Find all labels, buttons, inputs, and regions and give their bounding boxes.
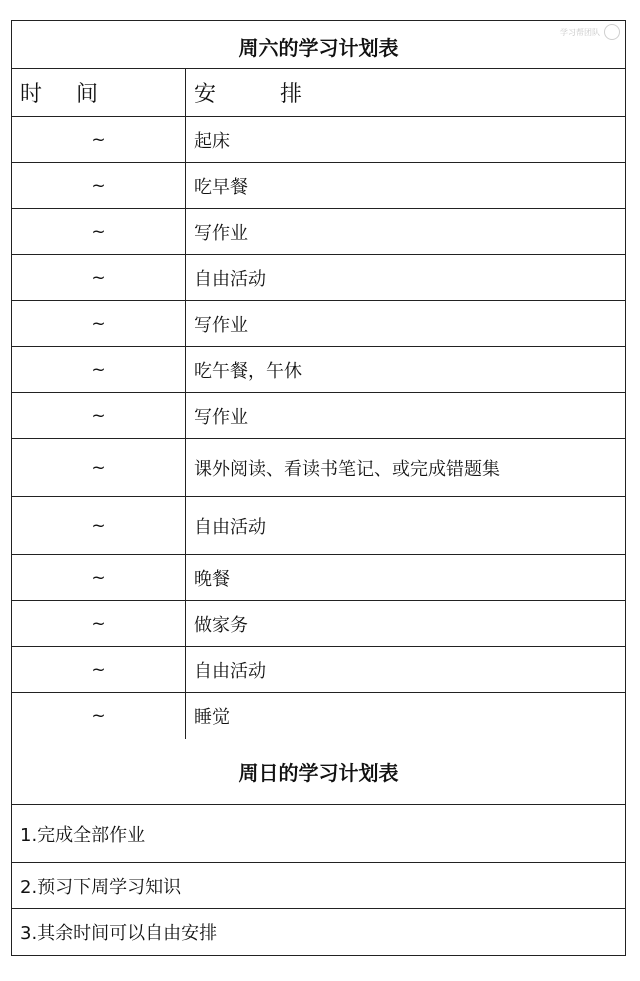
plan-cell: 写作业 [194, 314, 248, 336]
list-item: 1.完成全部作业 [12, 805, 625, 863]
plan-cell: 课外阅读、看读书笔记、或完成错题集 [194, 458, 500, 480]
table-row [12, 601, 625, 647]
list-item: 3.其余时间可以自由安排 [20, 923, 218, 944]
saturday-title: 周六的学习计划表 [12, 21, 625, 69]
table-row [12, 439, 625, 497]
plan-cell: 吃早餐 [194, 176, 248, 198]
table-row [12, 255, 625, 301]
saturday-header-row [12, 69, 625, 117]
time-cell: ~ [12, 497, 186, 554]
time-cell: ~ [12, 301, 186, 346]
header-time: 时间 [12, 69, 186, 116]
table-row [12, 209, 625, 255]
table-row [12, 301, 625, 347]
plan-cell: 睡觉 [194, 707, 230, 728]
plan-cell: 起床 [194, 130, 230, 152]
saturday-rows [12, 117, 625, 739]
time-cell: ~ [12, 393, 186, 438]
sunday-title: 周日的学习计划表 [12, 739, 625, 805]
plan-cell: 吃午餐，午休 [194, 360, 302, 382]
time-cell: ~ [12, 209, 186, 254]
time-cell: ~ [12, 347, 186, 392]
table-row [12, 555, 625, 601]
plan-cell: 晚餐 [194, 568, 230, 590]
plan-cell: 自由活动 [194, 516, 266, 538]
time-cell: ~ [12, 163, 186, 208]
time-cell: ~ [12, 647, 186, 692]
list-item: 2.预习下周学习知识 [12, 863, 625, 909]
plan-cell: 写作业 [194, 222, 248, 244]
table-row [12, 647, 625, 693]
time-cell: ~ [12, 439, 186, 496]
schedule-sheet [11, 20, 626, 956]
time-cell: ~ [12, 117, 186, 162]
table-row [12, 347, 625, 393]
table-row [12, 693, 625, 739]
time-cell: ~ [12, 555, 186, 600]
table-row [12, 393, 625, 439]
table-row [12, 497, 625, 555]
plan-cell: 自由活动 [194, 660, 266, 682]
plan-cell: 自由活动 [194, 268, 266, 290]
time-cell: ~ [12, 601, 186, 646]
plan-cell: 写作业 [194, 406, 248, 428]
time-cell: ~ [12, 693, 186, 739]
sunday-items [12, 805, 625, 955]
header-plan: 安排 [194, 82, 367, 107]
watermark-text: 学习帮团队 [560, 27, 600, 37]
time-cell: ~ [12, 255, 186, 300]
plan-cell: 做家务 [194, 614, 248, 636]
table-row [12, 117, 625, 163]
table-row [12, 163, 625, 209]
